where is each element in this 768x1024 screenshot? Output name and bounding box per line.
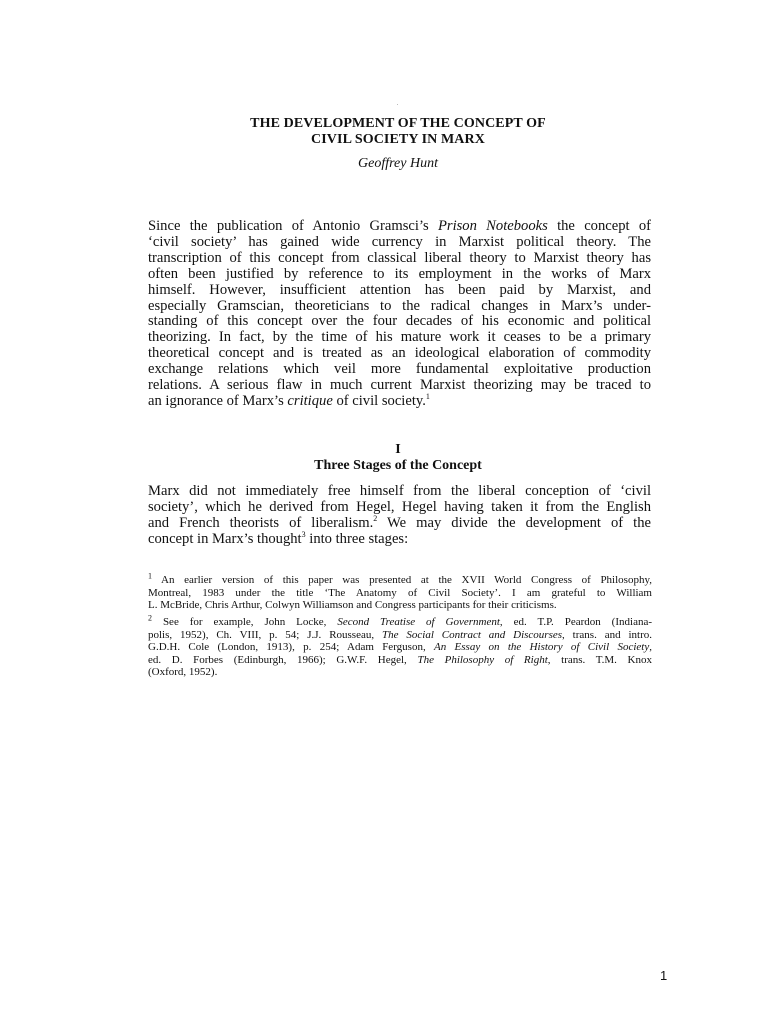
footnote-line [148, 571, 652, 587]
text: and French theorists of liberalism. [148, 514, 374, 531]
section-number: I [395, 442, 401, 457]
text: Since the publication of Antonio Gramsci’s [148, 218, 438, 234]
intro-line: theoretical concept and is treated as an ideological elaboration of commodity [148, 345, 651, 362]
text: , ed. T.P. Peardon (Indiana- [499, 616, 652, 628]
italic-text: Prison Notebooks [437, 218, 548, 234]
footnote-mark: 2 [148, 613, 152, 623]
intro-line: exchange relations which veil more fundamental exploitative production [148, 361, 651, 378]
footnote-line: Montreal, 1983 under the title ‘The Anatomy of Civil Society’. I am grateful to William [148, 586, 652, 599]
page-number: 1 [660, 968, 668, 983]
text: See for example, John Locke, [162, 616, 338, 628]
title-line-2: CIVIL SOCIETY IN MARX [311, 132, 485, 147]
footnote-line [148, 654, 652, 667]
text: G.D.H. Cole (London, 1913), p. 254; Adam Ferguson, [148, 641, 435, 654]
text: polis, 1952), Ch. VIII, p. 54; J.J. Rousseau, [148, 628, 382, 641]
footnote-2 [148, 613, 652, 679]
text: into three stages: [305, 530, 409, 547]
text: , [649, 641, 652, 654]
footnote-line [148, 641, 652, 654]
intro-line: often been justified by reference to its employment in the works of Marx [148, 265, 651, 282]
footnote-line [148, 613, 652, 629]
footnote-line: L. McBride, Chris Arthur, Colwyn Williamson and Congress participants for their criticisms. [148, 599, 557, 612]
section-line: Marx did not immediately free himself from the liberal conception of ‘civil [148, 483, 651, 499]
text: an ignorance of Marx’s [148, 392, 288, 409]
text: ed. D. Forbes (Edinburgh, 1966); G.W.F. Hegel, [148, 653, 418, 666]
italic-text: An Essay on the History of Civil Society [434, 641, 650, 654]
scan-mark [397, 104, 398, 105]
author: Geoffrey Hunt [358, 156, 438, 171]
intro-line: transcription of this concept from classical liberal theory to Marxist theory has [148, 249, 651, 266]
text: concept in Marx’s thought [148, 530, 302, 547]
text: the concept of [547, 218, 652, 234]
intro-line: theorizing. In fact, by the time of his mature work it ceases to be a primary [148, 329, 651, 346]
intro-line: standing of this concept over the four decades of his economic and political [148, 313, 651, 330]
section-title: Three Stages of the Concept [314, 458, 482, 473]
title-line-1: THE DEVELOPMENT OF THE CONCEPT OF [250, 116, 546, 131]
footnote-1 [148, 571, 652, 612]
italic-text: Second Treatise of Government [337, 616, 500, 628]
section-paragraph [148, 484, 651, 548]
footnote-ref: 1 [425, 392, 430, 402]
section-line: society’, which he derived from Hegel, Hegel having taken it from the English [148, 498, 651, 515]
italic-text: The Philosophy of Right [417, 653, 548, 666]
intro-line [148, 219, 651, 235]
italic-text: The Social Contract and Discourses [382, 628, 563, 641]
footnote-line [148, 629, 652, 642]
text: , trans. and intro. [562, 628, 652, 641]
intro-line [148, 394, 651, 410]
intro-line: especially Gramscian, theoreticians to the radical changes in Marx’s under- [148, 297, 651, 314]
footnote-line: (Oxford, 1952). [148, 666, 218, 679]
text: An earlier version of this paper was presented at the XVII World Congress of Philosophy, [161, 574, 652, 586]
intro-line: himself. However, insufficient attention has been paid by Marxist, and [148, 281, 651, 298]
intro-paragraph [148, 219, 651, 410]
text: , trans. T.M. Knox [547, 653, 652, 666]
text: We may divide the development of the [377, 514, 651, 531]
section-line [148, 529, 651, 548]
intro-line: ‘civil society’ has gained wide currency in Marxist political theory. The [148, 233, 651, 250]
footnote-mark: 1 [148, 571, 152, 581]
italic-text: critique [287, 392, 333, 409]
section-line [148, 513, 651, 532]
intro-line: relations. A serious flaw in much current Marxist theorizing may be traced to [148, 377, 651, 394]
footnote-ref: 2 [373, 513, 378, 523]
text: of civil society. [332, 392, 426, 409]
footnote-ref: 3 [301, 529, 306, 539]
